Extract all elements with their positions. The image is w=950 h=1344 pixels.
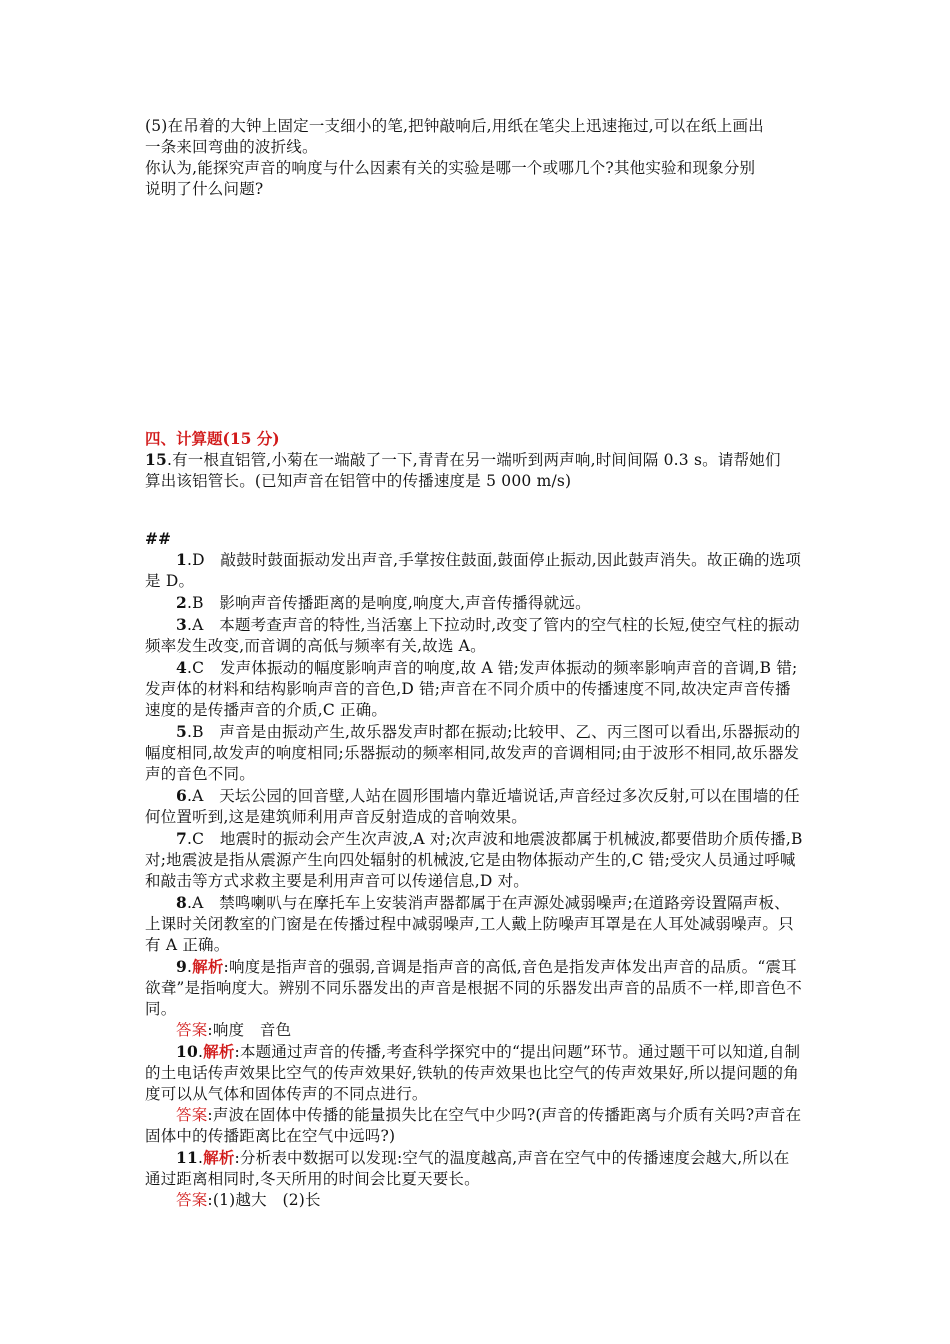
answer-number: 4	[176, 658, 187, 677]
answer-11-result	[145, 1190, 805, 1211]
answer-5	[145, 721, 805, 785]
q5-line: (5)在吊着的大钟上固定一支细小的笔,把钟敲响后,用纸在笔尖上迅速拖过,可以在纸上画出	[145, 117, 764, 135]
answer-number: 3	[176, 615, 187, 634]
answer-number: 5	[176, 722, 187, 741]
answer-label: 答案	[176, 1106, 208, 1124]
answer-text: .B 影响声音传播距离的是响度,响度大,声音传播得就远。	[187, 594, 591, 612]
answer-4	[145, 657, 805, 721]
answer-text: .A 禁鸣喇叭与在摩托车上安装消声器都属于在声源处减弱噪声;在道路旁设置隔声板、上课时关闭教室的门窗是在传播过程中减弱噪声,工人戴上防噪声耳罩是在人耳处减弱噪声。只有 A 正确。	[145, 894, 794, 954]
answer-result-text: :声波在固体中传播的能量损失比在空气中少吗?(声音的传播距离与介质有关吗?声音在固体中的传播距离比在空气中远吗?)	[145, 1106, 802, 1145]
q5-line: 你认为,能探究声音的响度与什么因素有关的实验是哪一个或哪几个?其他实验和现象分别	[145, 159, 756, 177]
answer-1	[145, 549, 805, 592]
answer-9-result	[145, 1020, 805, 1041]
answer-result-text: :响度 音色	[207, 1021, 292, 1039]
question-5	[145, 116, 805, 200]
analysis-label: 解析	[203, 1042, 235, 1061]
q5-line: 一条来回弯曲的波折线。	[145, 138, 318, 156]
question-15-text: .有一根直铝管,小菊在一端敲了一下,青青在另一端听到两声响,时间间隔 0.3 s。请帮她们	[166, 451, 781, 469]
answer-text: :本题通过声音的传播,考查科学探究中的“提出问题”环节。通过题干可以知道,自制的土电话传声效果比空气的传声效果好,铁轨的传声效果也比空气的传声效果好,所以提问题的角度可以从气体和固体传声的不同点进行。	[145, 1043, 801, 1103]
answer-10-result	[145, 1105, 805, 1147]
answer-text: .C 发声体振动的幅度影响声音的响度,故 A 错;发声体振动的频率影响声音的音调,B 错;发声体的材料和结构影响声音的音色,D 错;声音在不同介质中的传播速度不同,故决定声音传播速度的是传播声音的介质,C 正确。	[145, 659, 798, 719]
answer-2	[145, 592, 805, 614]
answer-10: 10.解析:本题通过声音的传播,考查科学探究中的“提出问题”环节。通过题干可以知道,自制的土电话传声效果比空气的传声效果好,铁轨的传声效果也比空气的传声效果好,所以提问题的角度可以从气体和固体传声的不同点进行。	[145, 1042, 801, 1103]
answer-text: .A 本题考查声音的特性,当活塞上下拉动时,改变了管内的空气柱的长短,使空气柱的振动频率发生改变,而音调的高低与频率有关,故选 A。	[145, 616, 800, 655]
analysis-label: 解析	[192, 957, 224, 976]
answer-6	[145, 785, 805, 828]
answer-number: 8	[176, 893, 187, 912]
answer-label: 答案	[176, 1021, 208, 1039]
answer-number: 1	[176, 550, 187, 569]
answer-7	[145, 828, 805, 892]
section-4	[145, 428, 805, 492]
answer-3	[145, 614, 805, 657]
answer-text: .A 天坛公园的回音壁,人站在圆形围墙内靠近墙说话,声音经过多次反射,可以在围墙的任何位置听到,这是建筑师利用声音反射造成的音响效果。	[145, 787, 800, 826]
q5-line: 说明了什么问题?	[145, 180, 264, 198]
answer-result-text: :(1)越大 (2)长	[207, 1191, 321, 1209]
answer-number: 6	[176, 786, 187, 805]
answer-text: :响度是指声音的强弱,音调是指声音的高低,音色是指发声体发出声音的品质。“震耳欲聋”是指响度大。辨别不同乐器发出的声音是根据不同的乐器发出声音的品质不一样,即音色不同。	[145, 958, 802, 1018]
answer-number: 9	[176, 957, 187, 976]
answer-number: 11	[176, 1148, 198, 1167]
answers-section	[145, 528, 805, 1211]
answer-11: 11.解析:分析表中数据可以发现:空气的温度越高,声音在空气中的传播速度会越大,所以在通过距离相同时,冬天所用的时间会比夏天要长。	[145, 1148, 790, 1188]
answer-text: :分析表中数据可以发现:空气的温度越高,声音在空气中的传播速度会越大,所以在通过距离相同时,冬天所用的时间会比夏天要长。	[145, 1149, 790, 1188]
answer-text: .C 地震时的振动会产生次声波,A 对;次声波和地震波都属于机械波,都要借助介质传播,B 对;地震波是指从震源产生向四处辐射的机械波,它是由物体振动产生的,C 错;受灾人员通过呼喊和敲击等方式求救主要是利用声音可以传递信息,D 对。	[145, 830, 803, 890]
question-15-line	[145, 449, 805, 471]
answer-number: 2	[176, 593, 187, 612]
answer-number: 10	[176, 1042, 198, 1061]
answer-label: 答案	[176, 1191, 208, 1209]
answer-8	[145, 892, 805, 956]
answers-marker: ##	[145, 529, 171, 548]
section-heading: 四、计算题(15 分)	[145, 429, 280, 448]
answer-text: .B 声音是由振动产生,故乐器发声时都在振动;比较甲、乙、丙三图可以看出,乐器振动的幅度相同,故发声的响度相同;乐器振动的频率相同,故发声的音调相同;由于波形不相同,故乐器发声的音色不同。	[145, 723, 801, 783]
answer-text: .D 敲鼓时鼓面振动发出声音,手掌按住鼓面,鼓面停止振动,因此鼓声消失。故正确的选项是 D。	[145, 551, 802, 590]
analysis-label: 解析	[203, 1148, 235, 1167]
answer-number: 7	[176, 829, 187, 848]
answer-9: 9.解析:响度是指声音的强弱,音调是指声音的高低,音色是指发声体发出声音的品质。“震耳欲聋”是指响度大。辨别不同乐器发出的声音是根据不同的乐器发出声音的品质不一样,即音色不同。	[145, 957, 802, 1018]
question-15-line: 算出该铝管长。(已知声音在铝管中的传播速度是 5 000 m/s)	[145, 472, 572, 490]
question-number: 15	[145, 450, 167, 469]
